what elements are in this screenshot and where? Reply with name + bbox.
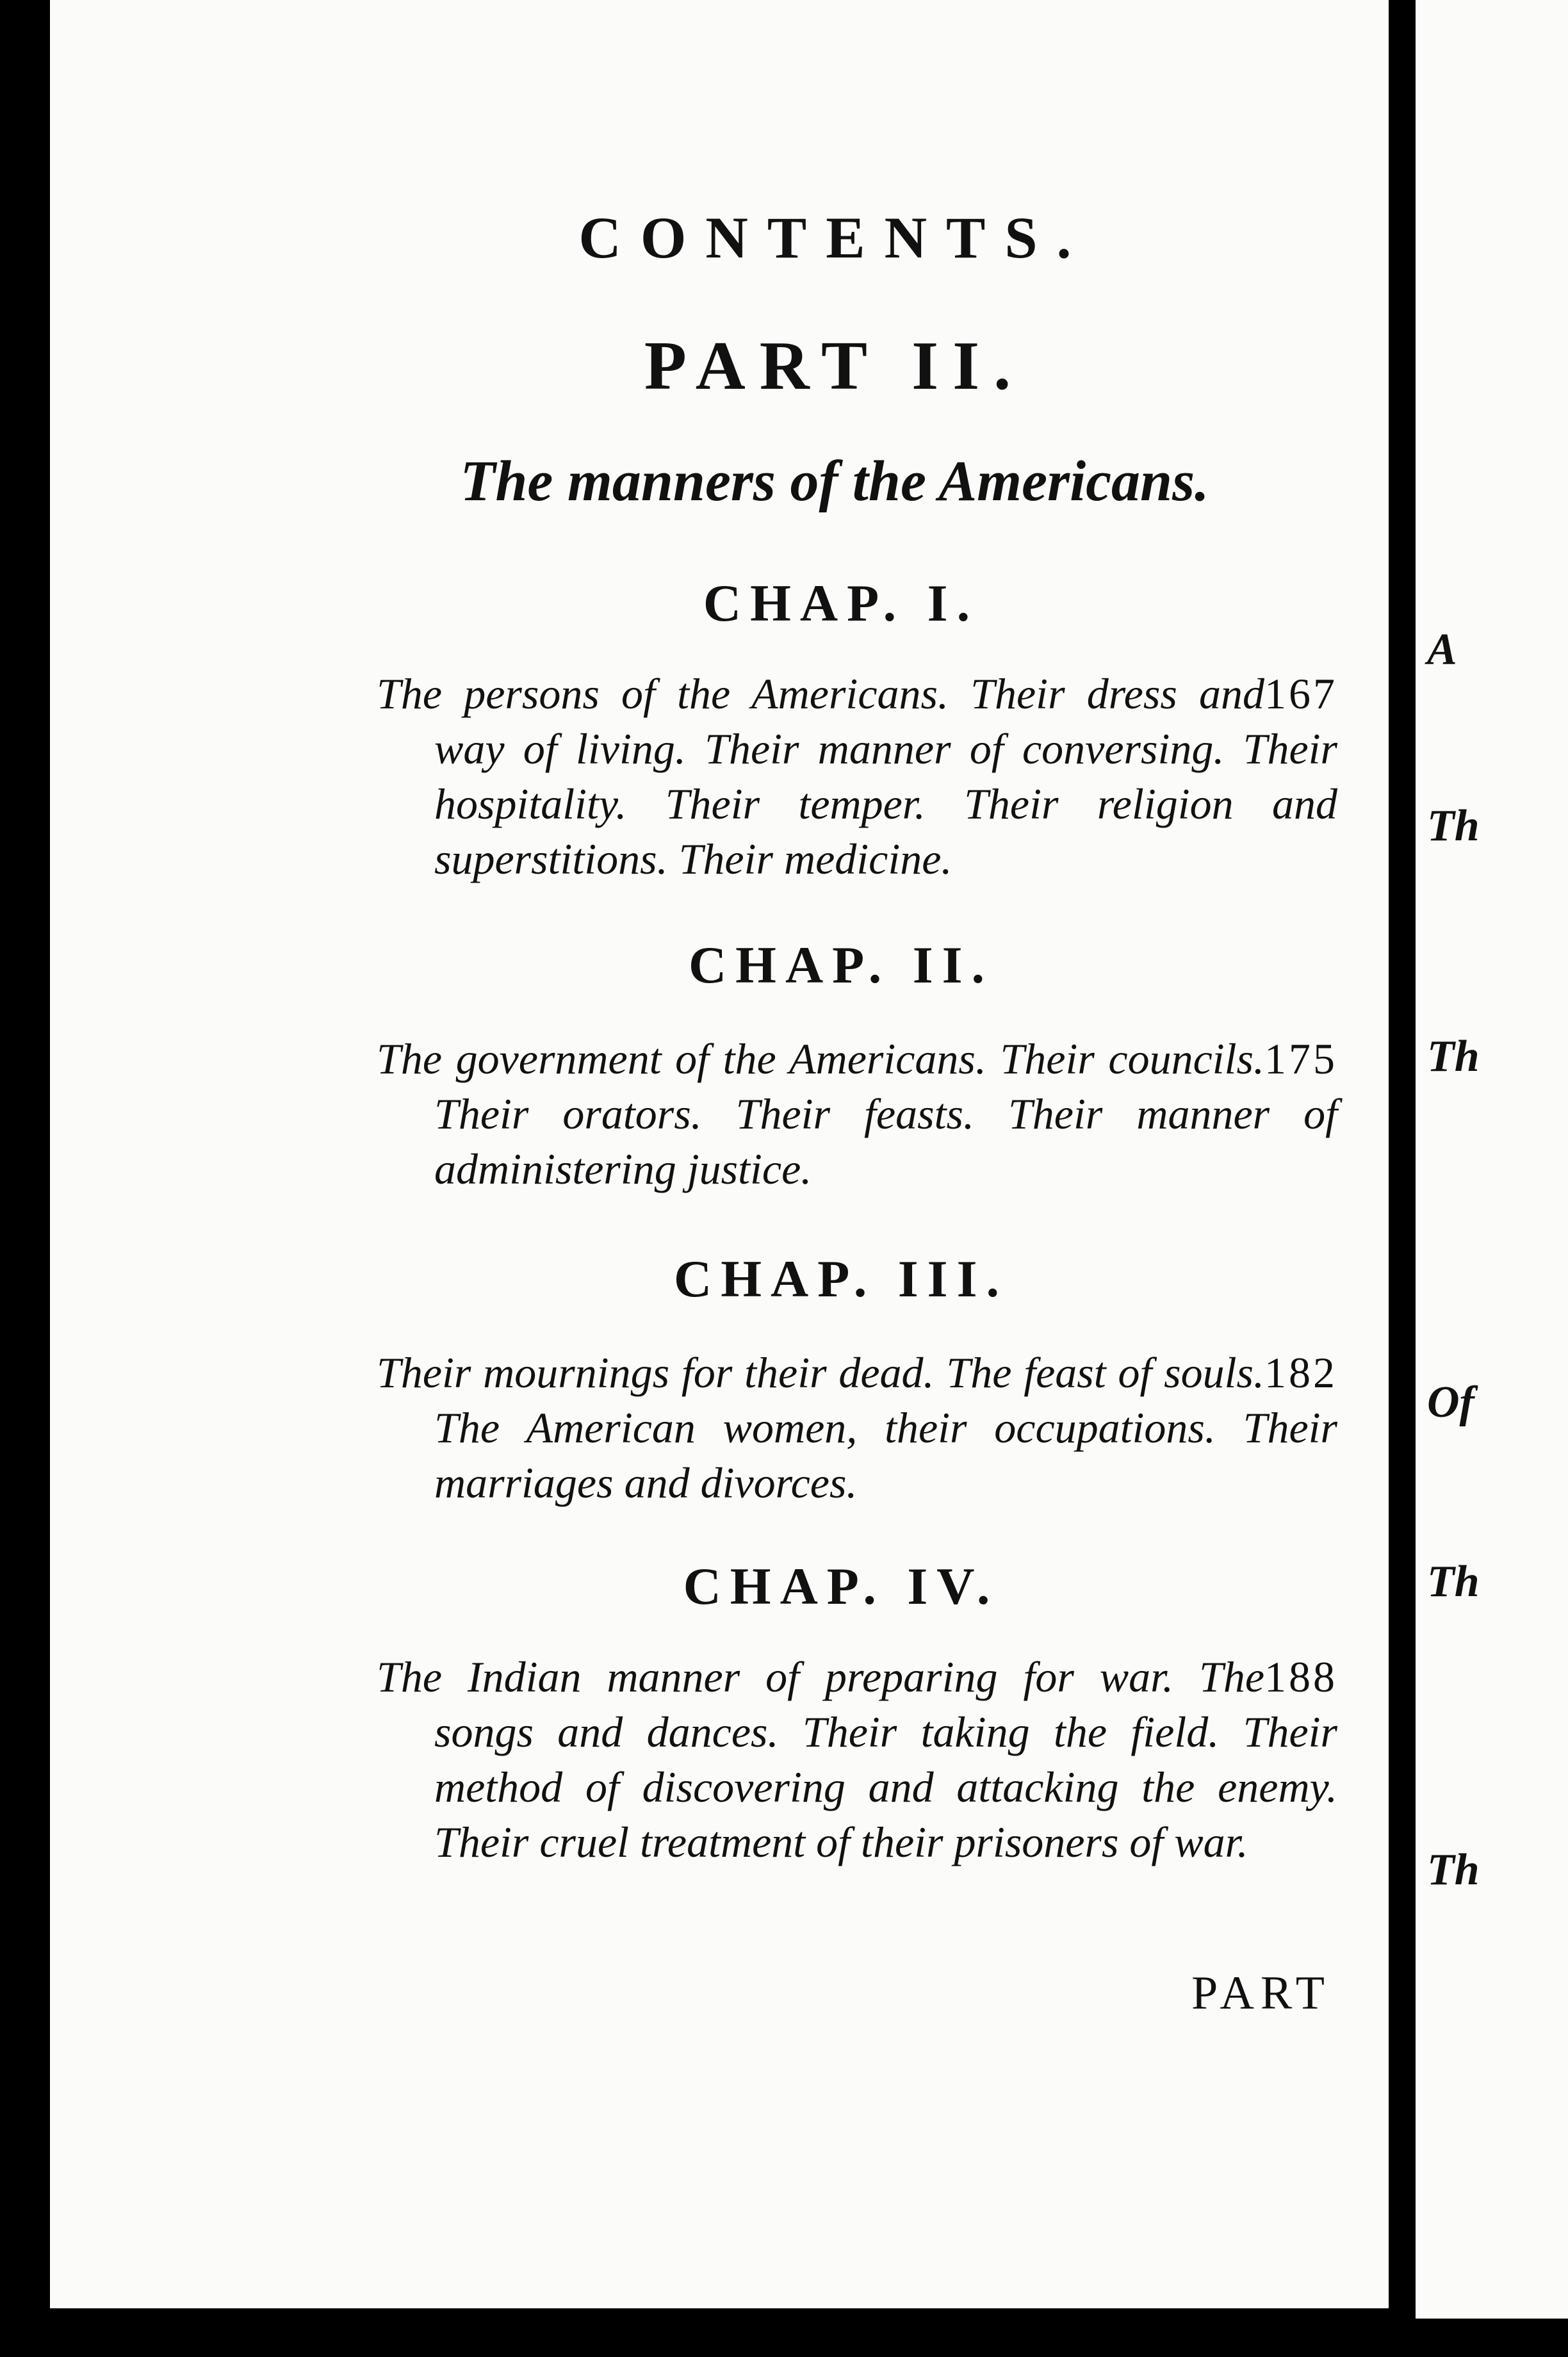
contents-title: CONTENTS. — [578, 205, 1091, 270]
facing-page-fragment: Th — [1427, 1557, 1480, 1606]
facing-page-fragment: Th — [1427, 1032, 1480, 1081]
chapter-summary-text: The persons of the Americans. Their dress and way of living. Their manner of conversing. Their hospitality. Their temper. Their religion and superstitions. Their medicine. — [377, 669, 1337, 883]
chapter-summary — [377, 1345, 1337, 1510]
part-title: PART II. — [644, 328, 1025, 404]
chapter-page-number: 175 — [1264, 1034, 1337, 1083]
part-subtitle: The manners of the Americans. — [460, 450, 1209, 513]
facing-page-fragment: A — [1427, 625, 1457, 674]
chapter-page-number: 182 — [1264, 1348, 1337, 1397]
chapter-summary — [377, 1649, 1337, 1870]
chapter-heading: CHAP. III. — [673, 1250, 1008, 1308]
book-page — [50, 0, 1389, 2308]
facing-page-edge — [1416, 0, 1568, 2319]
chapter-summary — [377, 666, 1337, 886]
chapter-page-number: 167 — [1264, 669, 1337, 718]
chapter-heading: CHAP. IV. — [683, 1557, 999, 1615]
chapter-summary-text: The government of the Americans. Their councils. Their orators. Their feasts. Their manner of administering justice. — [377, 1034, 1337, 1193]
chapter-page-number: 188 — [1264, 1652, 1337, 1701]
facing-page-fragment: Th — [1427, 801, 1480, 851]
facing-page-fragment: Of — [1427, 1378, 1474, 1427]
chapter-summary — [377, 1031, 1337, 1196]
facing-page-fragment: Th — [1427, 1845, 1480, 1895]
chapter-heading: CHAP. I. — [703, 574, 979, 632]
chapter-heading: CHAP. II. — [688, 936, 994, 994]
chapter-summary-text: Their mournings for their dead. The feast of souls. The American women, their occupations. Their marriages and divorces. — [377, 1348, 1337, 1507]
catchword: PART — [1191, 1967, 1331, 2019]
chapter-summary-text: The Indian manner of preparing for war. The songs and dances. Their taking the field. Their method of discovering and attacking the enemy. Their cruel treatment of their prisoners of war. — [377, 1652, 1337, 1866]
